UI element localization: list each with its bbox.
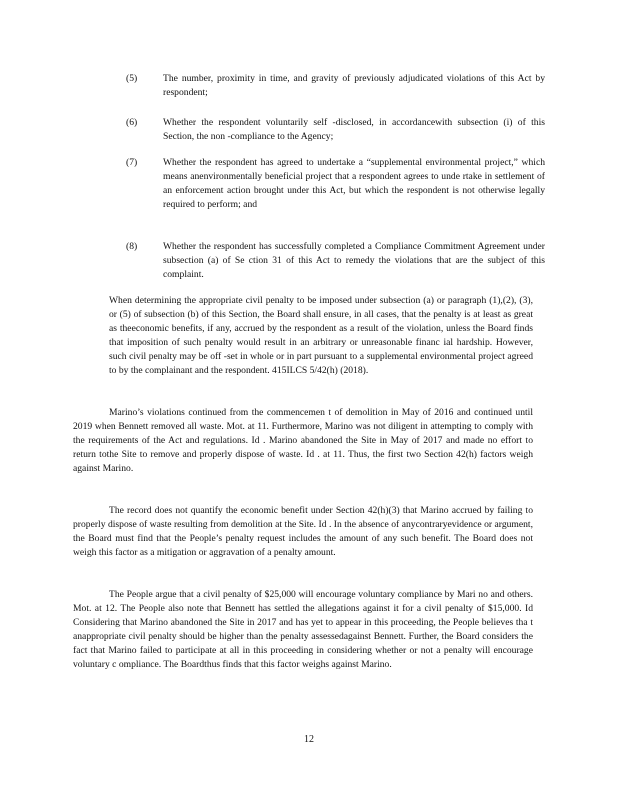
item-number: (5) xyxy=(126,73,138,84)
item-text: Whether the respondent has agreed to undertake a “supplemental environmental project,” which means anenvironmentally beneficial project that a respondent agrees to unde rtake in settlement of an enforcement action brought under this Act, but which the respondent is not otherwise legally required to perform; and xyxy=(163,157,545,210)
item-text: Whether the respondent voluntarily self -disclosed, in accordancewith subsection (i) of this Section, the non -compliance to the Agency; xyxy=(163,117,545,142)
item-number: (6) xyxy=(126,117,138,128)
page-number: 12 xyxy=(304,734,314,745)
body-paragraph-2: The record does not quantify the economic benefit under Section 42(h)(3) that Marino accrued by failing to properly dispose of waste resulting from demolition at the Site. Id . In the absence of anycontraryevidence or argument, the Board must find that the People’s penalty request includes the amount of any such benefit. The Board does not weigh this factor as a mitigation or aggravation of a penalty amount. xyxy=(73,505,533,558)
item-text: The number, proximity in time, and gravity of previously adjudicated violations of this Act by respondent; xyxy=(163,73,545,98)
item-text: Whether the respondent has successfully completed a Compliance Commitment Agreement under subsection (a) of Se ction 31 of this Act to remedy the violations that are the subject of this complaint. xyxy=(163,241,545,280)
item-number: (7) xyxy=(126,157,138,168)
item-number: (8) xyxy=(126,241,138,252)
body-paragraph-1: Marino’s violations continued from the commencemen t of demolition in May of 2016 and continued until 2019 when Bennett removed all waste. Mot. at 11. Furthermore, Marino was not diligent in attempting to comply with the requirements of the Act and regulations. Id . Marino abandoned the Site in May of 2017 and made no effort to return tothe Site to remove and properly dispose of waste. Id . at 11. Thus, the first two Section 42(h) factors weigh against Marino. xyxy=(73,407,533,474)
body-paragraph-3: The People argue that a civil penalty of $25,000 will encourage voluntary compliance by Mari no and others. Mot. at 12. The People also note that Bennett has settled the allegations against it for a civil penalty of $15,000. Id Considering that Marino abandoned the Site in 2017 and has yet to appear in this proceeding, the People believes tha t anappropriate civil penalty should be higher than the penalty assessedagainst Bennett. Further, the Board considers the fact that Marino failed to participate at all in this proceeding in considering whether or not a penalty will encourage voluntary c ompliance. The Boardthus finds that this factor weighs against Marino. xyxy=(73,589,533,670)
quoted-statute-paragraph: When determining the appropriate civil penalty to be imposed under subsection (a) or paragraph (1),(2), (3), or (5) of subsection (b) of this Section, the Board shall ensure, in all cases, that the penalty is at least as great as theeconomic benefits, if any, accrued by the respondent as a result of the violation, unless the Board finds that imposition of such penalty would result in an arbitrary or unreasonable financ ial hardship. However, such civil penalty may be off -set in whole or in part pursuant to a supplemental environmental project agreed to by the complainant and the respondent. 415ILCS 5/42(h) (2018). xyxy=(109,295,533,376)
